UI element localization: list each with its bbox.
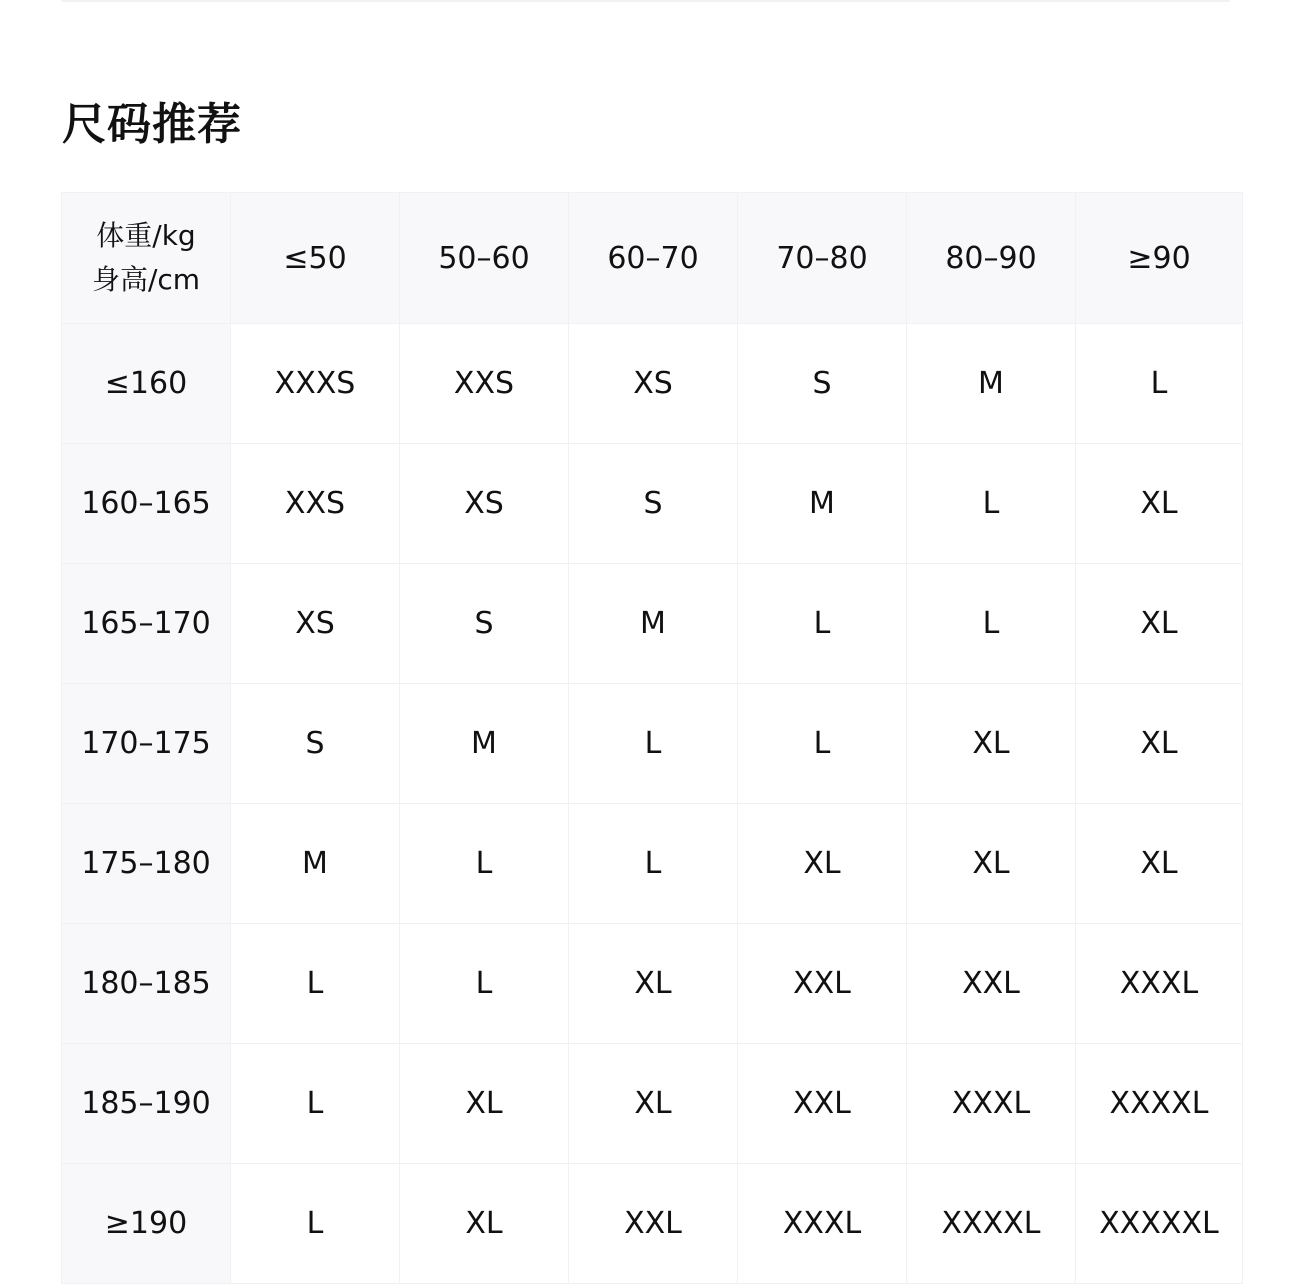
size-cell: XXL xyxy=(738,924,907,1044)
table-row xyxy=(62,1044,1243,1164)
page-title: 尺码推荐 xyxy=(62,99,242,150)
size-cell: XL xyxy=(1076,444,1243,564)
size-cell: M xyxy=(400,684,569,804)
height-row-label: ≤160 xyxy=(62,324,231,444)
size-cell: XXS xyxy=(400,324,569,444)
weight-column-header: 60–70 xyxy=(569,193,738,324)
table-row xyxy=(62,564,1243,684)
size-cell: XL xyxy=(569,924,738,1044)
size-cell: M xyxy=(569,564,738,684)
size-cell: L xyxy=(569,684,738,804)
size-cell: L xyxy=(907,444,1076,564)
size-cell: XL xyxy=(738,804,907,924)
size-cell: XXXXL xyxy=(1076,1044,1243,1164)
size-cell: XL xyxy=(1076,684,1243,804)
height-row-label: 175–180 xyxy=(62,804,231,924)
corner-cell xyxy=(62,193,231,324)
size-cell: XXS xyxy=(231,444,400,564)
size-cell: XS xyxy=(569,324,738,444)
size-cell: XXL xyxy=(569,1164,738,1284)
size-cell: XL xyxy=(569,1044,738,1164)
table-row xyxy=(62,804,1243,924)
weight-column-header: 50–60 xyxy=(400,193,569,324)
size-recommendation-table xyxy=(61,192,1243,1284)
size-cell: M xyxy=(231,804,400,924)
size-cell: XS xyxy=(231,564,400,684)
height-row-label: 180–185 xyxy=(62,924,231,1044)
size-cell: XL xyxy=(907,684,1076,804)
size-cell: XXXS xyxy=(231,324,400,444)
size-cell: L xyxy=(738,684,907,804)
table-row xyxy=(62,444,1243,564)
size-cell: XXXL xyxy=(738,1164,907,1284)
size-cell: S xyxy=(231,684,400,804)
table-row xyxy=(62,684,1243,804)
size-cell: XXXXL xyxy=(907,1164,1076,1284)
size-cell: M xyxy=(738,444,907,564)
size-cell: M xyxy=(907,324,1076,444)
size-cell: S xyxy=(738,324,907,444)
size-cell: S xyxy=(400,564,569,684)
size-cell: XXL xyxy=(907,924,1076,1044)
size-cell: XXXL xyxy=(1076,924,1243,1044)
header-row xyxy=(62,193,1243,324)
size-cell: XL xyxy=(907,804,1076,924)
height-row-label: 160–165 xyxy=(62,444,231,564)
size-cell: XXXL xyxy=(907,1044,1076,1164)
table-row xyxy=(62,924,1243,1044)
size-cell: L xyxy=(231,924,400,1044)
weight-column-header: ≥90 xyxy=(1076,193,1243,324)
size-cell: L xyxy=(400,804,569,924)
weight-column-header: ≤50 xyxy=(231,193,400,324)
size-cell: L xyxy=(400,924,569,1044)
size-cell: XXL xyxy=(738,1044,907,1164)
weight-axis-label: 体重/kg xyxy=(96,219,196,252)
height-row-label: ≥190 xyxy=(62,1164,231,1284)
table-row xyxy=(62,1164,1243,1284)
size-cell: L xyxy=(231,1164,400,1284)
size-cell: L xyxy=(231,1044,400,1164)
size-cell: XL xyxy=(400,1164,569,1284)
weight-column-header: 70–80 xyxy=(738,193,907,324)
size-cell: L xyxy=(569,804,738,924)
size-cell: XL xyxy=(1076,804,1243,924)
height-row-label: 165–170 xyxy=(62,564,231,684)
size-cell: XL xyxy=(1076,564,1243,684)
table-row xyxy=(62,324,1243,444)
size-cell: XS xyxy=(400,444,569,564)
size-cell: XL xyxy=(400,1044,569,1164)
size-cell: L xyxy=(907,564,1076,684)
weight-column-header: 80–90 xyxy=(907,193,1076,324)
height-row-label: 185–190 xyxy=(62,1044,231,1164)
height-axis-label: 身高/cm xyxy=(91,263,201,296)
size-cell: S xyxy=(569,444,738,564)
size-cell: L xyxy=(738,564,907,684)
top-divider xyxy=(62,0,1230,2)
size-cell: XXXXXL xyxy=(1076,1164,1243,1284)
height-row-label: 170–175 xyxy=(62,684,231,804)
size-cell: L xyxy=(1076,324,1243,444)
